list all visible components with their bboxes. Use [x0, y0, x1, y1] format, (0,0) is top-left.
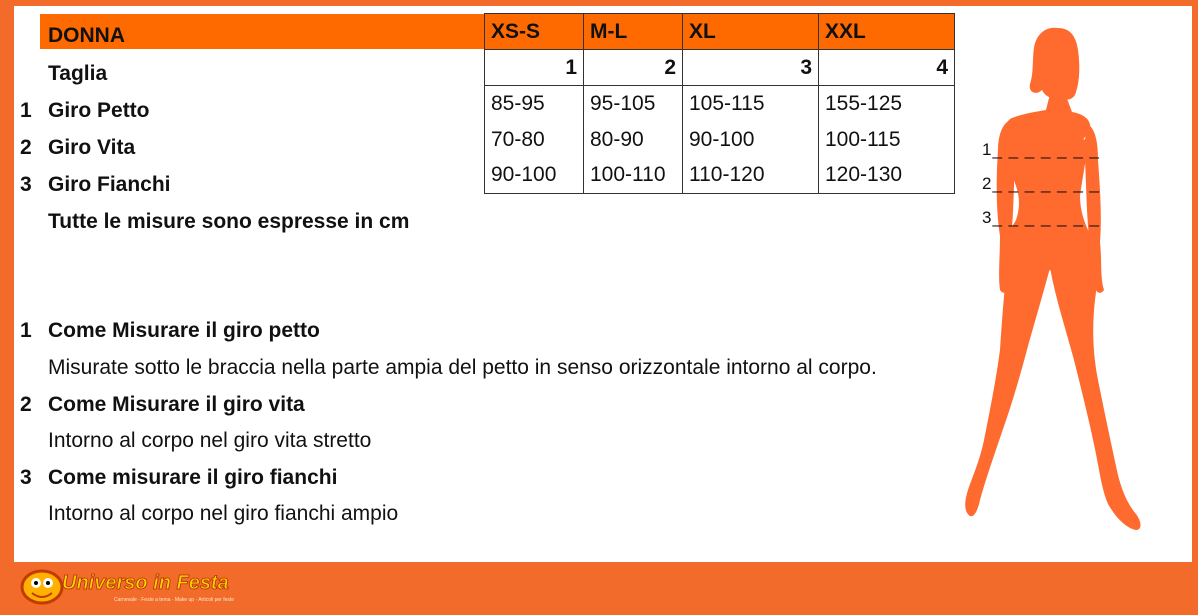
table-row: [485, 158, 955, 194]
size-cell: XL: [683, 14, 819, 50]
instruction-text: Intorno al corpo nel giro vita stretto: [48, 429, 372, 452]
value-cell: 100-115: [819, 122, 955, 158]
logo-icon: [18, 565, 268, 611]
value-cell: 85-95: [485, 86, 584, 122]
measure-marker-2: 2_ _ _ _ _ _ _: [982, 174, 1100, 193]
size-number-row: [485, 50, 955, 86]
instruction-title: Come misurare il giro fianchi: [48, 466, 338, 489]
instruction-title: Come Misurare il giro petto: [48, 319, 320, 342]
instruction-number: 1: [20, 319, 32, 342]
table-row: [485, 122, 955, 158]
instruction-number: 3: [20, 466, 32, 489]
size-table: [484, 13, 955, 194]
woman-silhouette-icon: [950, 20, 1160, 540]
value-cell: 105-115: [683, 86, 819, 122]
size-header-row: [485, 14, 955, 50]
value-cell: 155-125: [819, 86, 955, 122]
row-label-fianchi: Giro Fianchi: [48, 173, 171, 196]
size-cell: XXL: [819, 14, 955, 50]
value-cell: 100-110: [584, 158, 683, 194]
size-cell: M-L: [584, 14, 683, 50]
size-number-cell: 4: [819, 50, 955, 86]
donna-label: DONNA: [48, 24, 125, 47]
taglia-label: Taglia: [48, 62, 108, 85]
value-cell: 110-120: [683, 158, 819, 194]
size-number-cell: 3: [683, 50, 819, 86]
row-number: 1: [20, 99, 32, 122]
instruction-number: 2: [20, 393, 32, 416]
brand-logo: [18, 565, 268, 616]
instruction-text: Misurate sotto le braccia nella parte ampia del petto in senso orizzontale intorno al corpo.: [48, 356, 877, 379]
measure-marker-1: 1_ _ _ _ _ _ _: [982, 140, 1100, 159]
table-row: [485, 86, 955, 122]
instruction-title: Come Misurare il giro vita: [48, 393, 305, 416]
size-cell: XS-S: [485, 14, 584, 50]
row-label-petto: Giro Petto: [48, 99, 150, 122]
row-number: 2: [20, 136, 32, 159]
row-number: 3: [20, 173, 32, 196]
logo-tagline: Carnevale · Feste a tema · Make up · Articoli per feste: [114, 597, 235, 603]
measure-marker-3: 3_ _ _ _ _ _ _: [982, 208, 1100, 227]
size-number-cell: 2: [584, 50, 683, 86]
value-cell: 95-105: [584, 86, 683, 122]
row-label-vita: Giro Vita: [48, 136, 136, 159]
value-cell: 90-100: [485, 158, 584, 194]
logo-text: Universo in Festa: [62, 572, 229, 594]
value-cell: 90-100: [683, 122, 819, 158]
value-cell: 120-130: [819, 158, 955, 194]
instruction-text: Intorno al corpo nel giro fianchi ampio: [48, 502, 399, 525]
value-cell: 70-80: [485, 122, 584, 158]
units-note: Tutte le misure sono espresse in cm: [48, 210, 410, 233]
size-number-cell: 1: [485, 50, 584, 86]
value-cell: 80-90: [584, 122, 683, 158]
